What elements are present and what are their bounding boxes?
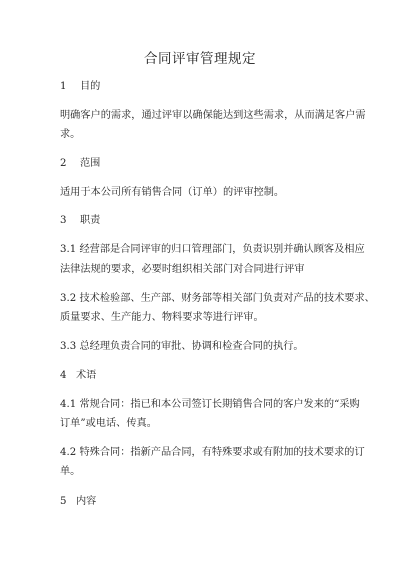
- paragraph-line: 质量要求、生产能力、物料要求等进行评审。: [60, 312, 264, 323]
- section-number: 3: [60, 215, 67, 226]
- section-number: 1: [60, 81, 67, 92]
- section-number: 4: [60, 370, 67, 381]
- section-heading-4: [60, 369, 350, 383]
- section-title: 范围: [80, 158, 101, 169]
- section-title: 内容: [76, 496, 97, 507]
- section-title: 术语: [76, 370, 97, 381]
- paragraph-line: 适用于本公司所有销售合同（订单）的评审控制。: [60, 187, 285, 198]
- paragraph-line: 4.1 常规合同：指已和本公司签订长期销售合同的客户发来的“采购: [60, 399, 360, 410]
- paragraph-line: 3.1 经营部是合同评审的归口管理部门，负责识别并确认顾客及相应: [60, 244, 365, 255]
- paragraph-line: 求。: [60, 129, 81, 140]
- section-heading-2: [60, 157, 350, 171]
- section-heading-1: [60, 80, 350, 94]
- section-number: 5: [60, 496, 67, 507]
- paragraph-line: 订单”或电话、传真。: [60, 418, 157, 429]
- document-title: 合同评审管理规定: [144, 51, 256, 67]
- paragraph-line: 3.2 技术检验部、生产部、财务部等相关部门负责对产品的技术要求、: [60, 293, 375, 304]
- paragraph-line: 明确客户的需求，通过评审以确保能达到这些需求，从而满足客户需: [60, 110, 366, 121]
- section-number: 2: [60, 158, 67, 169]
- paragraph-line: 单。: [60, 466, 81, 477]
- section-heading-5: [60, 495, 350, 509]
- paragraph-line: 4.2 特殊合同：指新产品合同，有特殊要求或有附加的技术要求的订: [60, 447, 365, 458]
- section-title: 职责: [80, 215, 101, 226]
- paragraph-line: 法律法规的要求，必要时组织相关部门对合同进行评审: [60, 264, 305, 275]
- paragraph-line: 3.3 总经理负责合同的审批、协调和检查合同的执行。: [60, 341, 304, 352]
- section-title: 目的: [80, 81, 101, 92]
- section-heading-3: [60, 214, 350, 228]
